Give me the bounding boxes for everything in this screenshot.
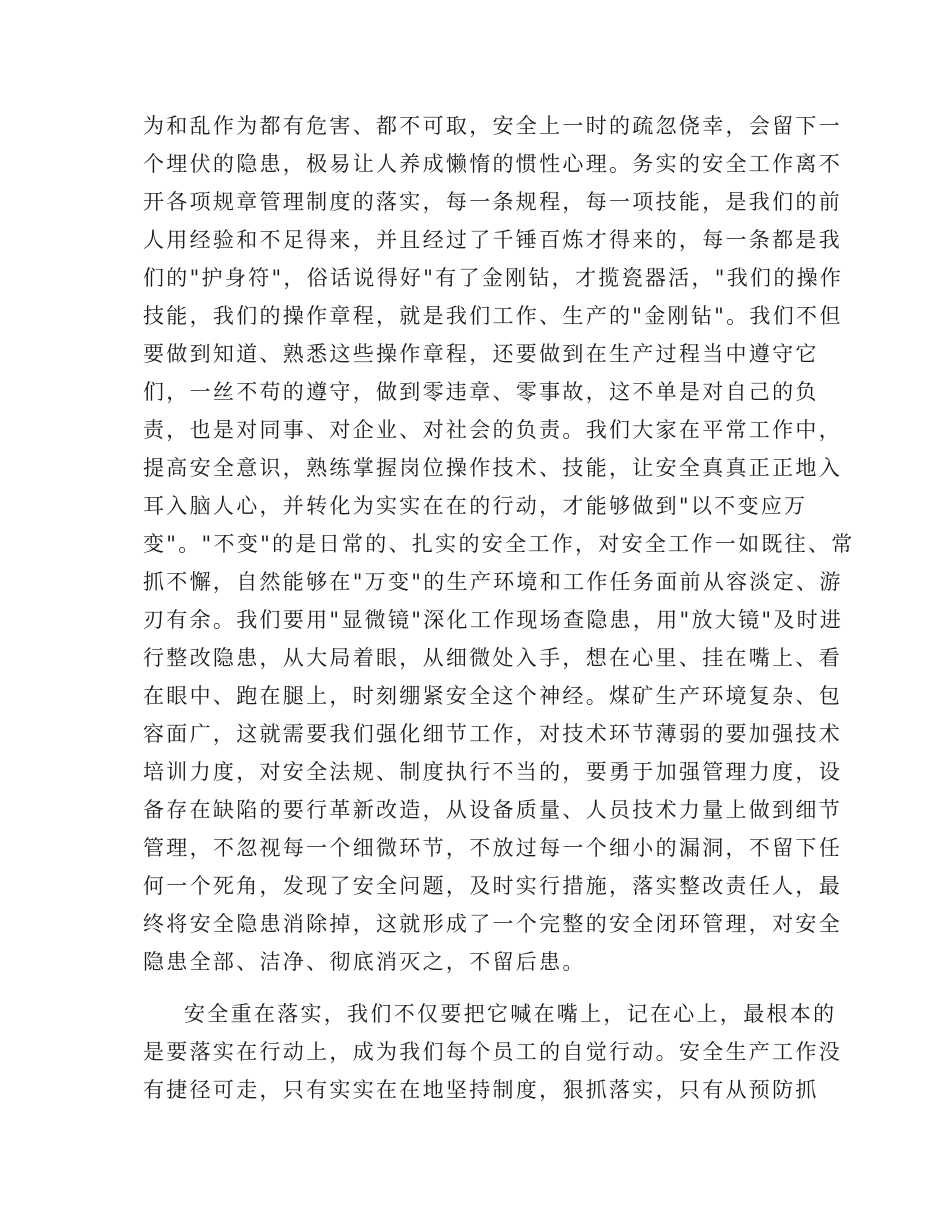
body-text-line: 在眼中、跑在腿上，时刻绷紧安全这个神经。煤矿生产环境复杂、包	[143, 684, 842, 708]
body-text-line: 是要落实在行动上，成为我们每个员工的自觉行动。安全生产工作没	[143, 1040, 842, 1064]
body-text-line: 行整改隐患，从大局着眼，从细微处入手，想在心里、挂在嘴上、看	[143, 646, 842, 670]
body-text-line: 个埋伏的隐患，极易让人养成懒惰的惯性心理。务实的安全工作离不	[143, 152, 842, 176]
body-text-line: 变"。"不变"的是日常的、扎实的安全工作，对安全工作一如既往、常	[143, 532, 855, 556]
body-text-line: 人用经验和不足得来，并且经过了千锤百炼才得来的，每一条都是我	[143, 228, 842, 252]
body-text-line: 责，也是对同事、对企业、对社会的负责。我们大家在平常工作中，	[143, 418, 842, 442]
body-text-line: 容面广，这就需要我们强化细节工作，对技术环节薄弱的要加强技术	[143, 722, 842, 746]
body-text-line: 提高安全意识，熟练掌握岗位操作技术、技能，让安全真真正正地入	[143, 456, 842, 480]
body-text-line: 耳入脑人心，并转化为实实在在的行动，才能够做到"以不变应万	[143, 494, 808, 518]
body-text-line: 安全重在落实，我们不仅要把它喊在嘴上，记在心上，最根本的	[184, 1002, 837, 1026]
body-text-line: 技能，我们的操作章程，就是我们工作、生产的"金刚钻"。我们不但	[143, 304, 843, 328]
body-text-line: 们，一丝不苟的遵守，做到零违章、零事故，这不单是对自己的负	[143, 380, 819, 404]
body-text-line: 管理，不忽视每一个细微环节，不放过每一个细小的漏洞，不留下任	[143, 836, 842, 860]
body-text-line: 终将安全隐患消除掉，这就形成了一个完整的安全闭环管理，对安全	[143, 912, 842, 936]
body-text-line: 开各项规章管理制度的落实，每一条规程，每一项技能，是我们的前	[143, 190, 842, 214]
body-text-line: 培训力度，对安全法规、制度执行不当的，要勇于加强管理力度，设	[143, 760, 842, 784]
body-text-line: 刃有余。我们要用"显微镜"深化工作现场查隐患，用"放大镜"及时进	[143, 608, 844, 632]
body-text-line: 隐患全部、洁净、彻底消灭之，不留后患。	[143, 950, 586, 974]
body-text-line: 为和乱作为都有危害、都不可取，安全上一时的疏忽侥幸，会留下一	[143, 114, 842, 138]
body-text-line: 备存在缺陷的要行革新改造，从设备质量、人员技术力量上做到细节	[143, 798, 842, 822]
body-text-line: 有捷径可走，只有实实在在地坚持制度，狠抓落实，只有从预防抓	[143, 1078, 819, 1102]
body-text-line: 们的"护身符"，俗话说得好"有了金刚钻，才揽瓷器活，"我们的操作	[143, 266, 844, 290]
body-text-line: 抓不懈，自然能够在"万变"的生产环境和工作任务面前从容淡定、游	[143, 570, 843, 594]
body-text-line: 何一个死角，发现了安全问题，及时实行措施，落实整改责任人，最	[143, 874, 842, 898]
body-text-line: 要做到知道、熟悉这些操作章程，还要做到在生产过程当中遵守它	[143, 342, 819, 366]
